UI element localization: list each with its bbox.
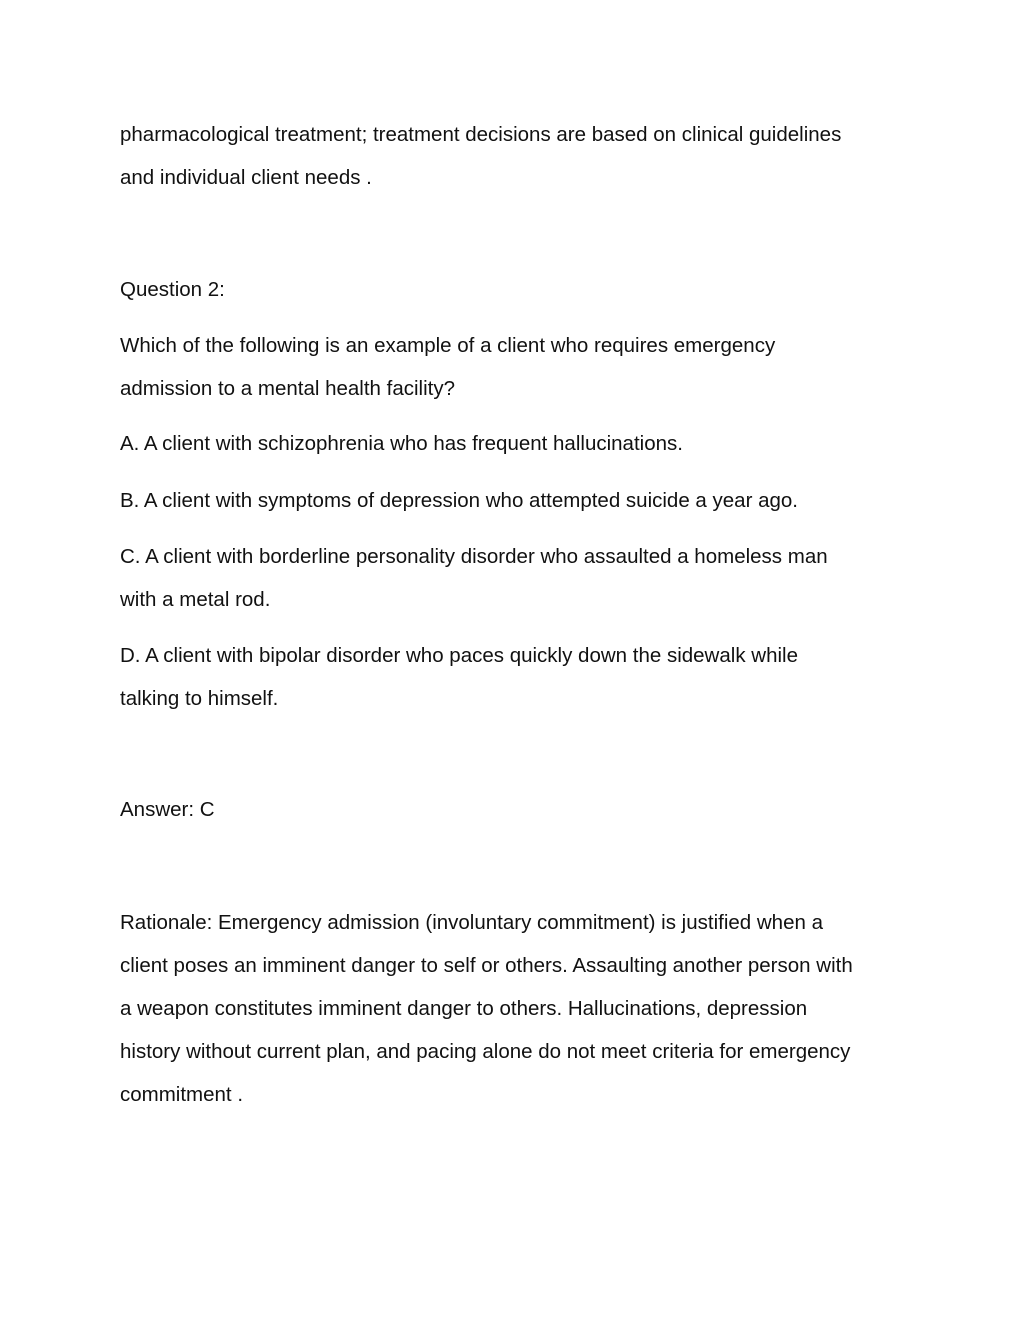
rationale-line: Rationale: Emergency admission (involuntary commitment) is justified when a <box>120 911 823 934</box>
question-line: admission to a mental health facility? <box>120 377 456 400</box>
rationale-paragraph <box>120 901 910 1116</box>
answer-line: Answer: C <box>120 798 215 821</box>
option-d <box>120 634 910 720</box>
option-line: D. A client with bipolar disorder who paces quickly down the sidewalk while <box>120 644 798 667</box>
rationale-line: history without current plan, and pacing alone do not meet criteria for emergency <box>120 1040 851 1063</box>
option-line: A. A client with schizophrenia who has frequent hallucinations. <box>120 432 683 455</box>
option-a <box>120 422 910 465</box>
option-line: B. A client with symptoms of depression who attempted suicide a year ago. <box>120 489 798 512</box>
option-line: with a metal rod. <box>120 588 271 611</box>
question-heading: Question 2: <box>120 278 225 301</box>
paragraph-line: and individual client needs . <box>120 166 372 189</box>
rationale-line: client poses an imminent danger to self or others. Assaulting another person with <box>120 954 853 977</box>
option-c <box>120 535 910 621</box>
option-b <box>120 479 910 522</box>
option-line: talking to himself. <box>120 687 279 710</box>
question-text <box>120 324 910 410</box>
question-line: Which of the following is an example of a client who requires emergency <box>120 334 776 357</box>
rationale-line: a weapon constitutes imminent danger to others. Hallucinations, depression <box>120 997 808 1020</box>
rationale-line: commitment . <box>120 1083 244 1106</box>
continuation-paragraph <box>120 113 910 199</box>
option-line: C. A client with borderline personality disorder who assaulted a homeless man <box>120 545 828 568</box>
paragraph-line: pharmacological treatment; treatment decisions are based on clinical guidelines <box>120 123 842 146</box>
